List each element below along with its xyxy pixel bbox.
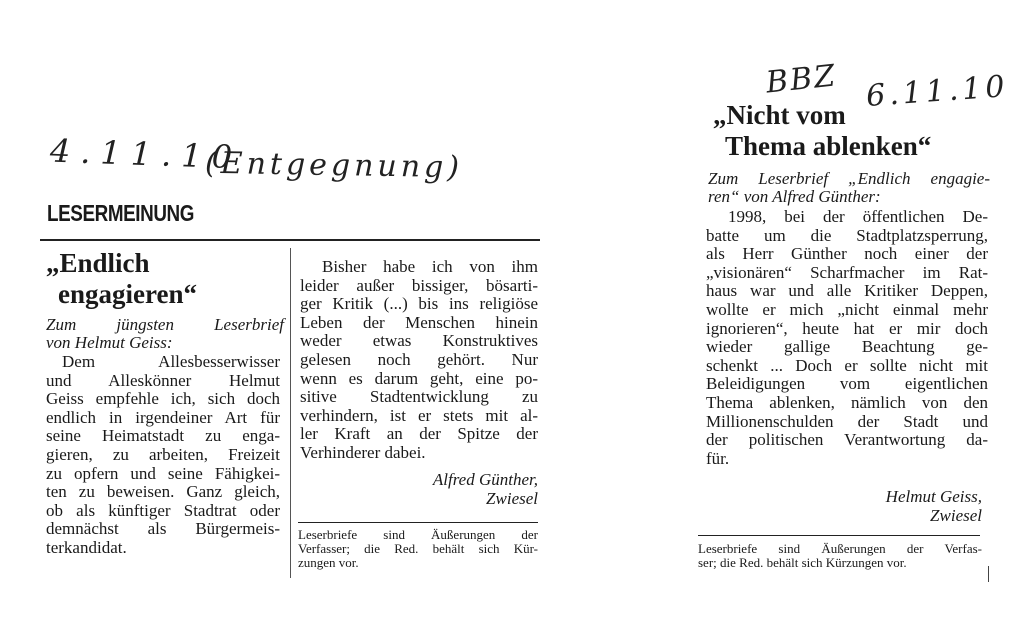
signature-name: Helmut Geiss, xyxy=(885,487,982,506)
text-line: als Herr Günther noch einer der xyxy=(706,244,988,264)
letter-column-1 xyxy=(46,353,280,558)
text-line: zu opfern und seine Fähigkei- xyxy=(46,463,280,483)
text-line: leider außer bissiger, bösarti- xyxy=(300,275,538,295)
intro-line: ren“ von Alfred Günther: xyxy=(708,187,881,206)
text-line: 1998, bei der öffentlichen De- xyxy=(728,207,988,226)
handwritten-source-right: BBZ xyxy=(764,58,839,101)
text-line: endlich in irgendeiner Art für xyxy=(46,407,280,427)
text-line: wieder gallige Beachtung ge- xyxy=(706,337,988,357)
text-line: schenkt ... Doch er sollte nicht mit xyxy=(706,355,988,375)
headline-left xyxy=(46,248,197,310)
text-line: gelesen noch gehört. Nur xyxy=(300,349,538,369)
text-line: Leben der Menschen hinein xyxy=(300,312,538,332)
text-line: für. xyxy=(706,448,730,468)
handwritten-date-left: 4.11.10 xyxy=(49,131,243,177)
text-line: Millionenschulden der Stadt und xyxy=(706,411,988,431)
signature-right xyxy=(706,487,982,525)
section-label: LESERMEINUNG xyxy=(47,200,195,226)
letter-column-2 xyxy=(300,258,538,463)
headline-right xyxy=(713,100,931,162)
text-line: und Alleskönner Helmut xyxy=(46,370,280,390)
text-line: sitive Stadtentwicklung zu xyxy=(300,387,538,407)
text-line: haus war und alle Kritiker Deppen, xyxy=(706,281,988,301)
footnote-rule xyxy=(298,522,538,523)
text-line: terkandidat. xyxy=(46,537,127,557)
footnote-line: Verfasser; die Red. behält sich Kür- xyxy=(298,541,538,556)
text-line: „visionären“ Scharfmacher im Rat- xyxy=(706,262,988,282)
footnote-left xyxy=(298,528,538,570)
intro-line: von Helmut Geiss: xyxy=(46,333,173,352)
footnote-rule xyxy=(698,535,980,536)
footnote-line: ser; die Red. behält sich Kürzungen vor. xyxy=(698,555,907,570)
signature-name: Alfred Günther, xyxy=(432,470,538,489)
text-line: seine Heimatstadt zu enga- xyxy=(46,426,280,446)
intro-right xyxy=(708,170,990,206)
headline-line: Thema ablenken“ xyxy=(725,131,932,161)
footnote-right xyxy=(698,542,982,570)
text-line: Bisher habe ich von ihm xyxy=(322,257,538,276)
text-line: ten zu beweisen. Ganz gleich, xyxy=(46,482,280,502)
text-line: batte um die Stadtplatzsperrung, xyxy=(706,225,988,245)
text-line: gieren, zu arbeiten, Freizeit xyxy=(46,444,280,464)
handwritten-date-right: 6.11.10 xyxy=(864,69,1010,114)
footnote-line: zungen vor. xyxy=(298,555,359,570)
signature-place: Zwiesel xyxy=(486,489,538,508)
text-line: wollte er mich „nicht einmal mehr xyxy=(706,299,988,319)
text-line: Thema ablenken, nämlich von den xyxy=(706,392,988,412)
intro-left xyxy=(46,316,284,352)
column-divider xyxy=(290,248,291,578)
text-line: verhindern, ist er stets mit al- xyxy=(300,405,538,425)
footnote-line: Leserbriefe sind Äußerungen der Verfas- xyxy=(698,541,982,556)
text-line: Geiss empfehle ich, sich doch xyxy=(46,389,280,409)
text-line: Verhinderer dabei. xyxy=(300,442,426,462)
signature-place: Zwiesel xyxy=(930,506,982,525)
intro-line: Zum Leserbrief „Endlich engagie- xyxy=(708,169,990,188)
text-line: demnächst als Bürgermeis- xyxy=(46,519,280,539)
handwritten-note-left: (Entgegnung) xyxy=(204,145,464,186)
text-line: der politischen Verantwortung da- xyxy=(706,430,988,450)
headline-line: „Endlich xyxy=(46,248,150,278)
text-line: Dem Allesbesserwisser xyxy=(62,352,280,371)
headline-line: engagieren“ xyxy=(58,279,197,309)
letter-body-right xyxy=(706,208,988,468)
text-line: ob als künftiger Stadtrat oder xyxy=(46,500,280,520)
text-line: ignorieren“, heute hat er mir doch xyxy=(706,318,988,338)
text-line: wenn es darum geht, eine po- xyxy=(300,368,538,388)
text-line: ger Kritik (...) bis ins religiöse xyxy=(300,294,538,314)
text-line: Beleidigungen vom eigentlichen xyxy=(706,374,988,394)
signature-left xyxy=(300,470,538,508)
section-rule xyxy=(40,239,540,241)
text-line: ler Kraft an der Spitze der xyxy=(300,424,538,444)
headline-line: „Nicht vom xyxy=(713,100,846,130)
intro-line: Zum jüngsten Leserbrief xyxy=(46,315,284,334)
text-line: weder etwas Konstruktives xyxy=(300,331,538,351)
footnote-line: Leserbriefe sind Äußerungen der xyxy=(298,527,538,542)
scan-edge-mark xyxy=(988,566,989,582)
